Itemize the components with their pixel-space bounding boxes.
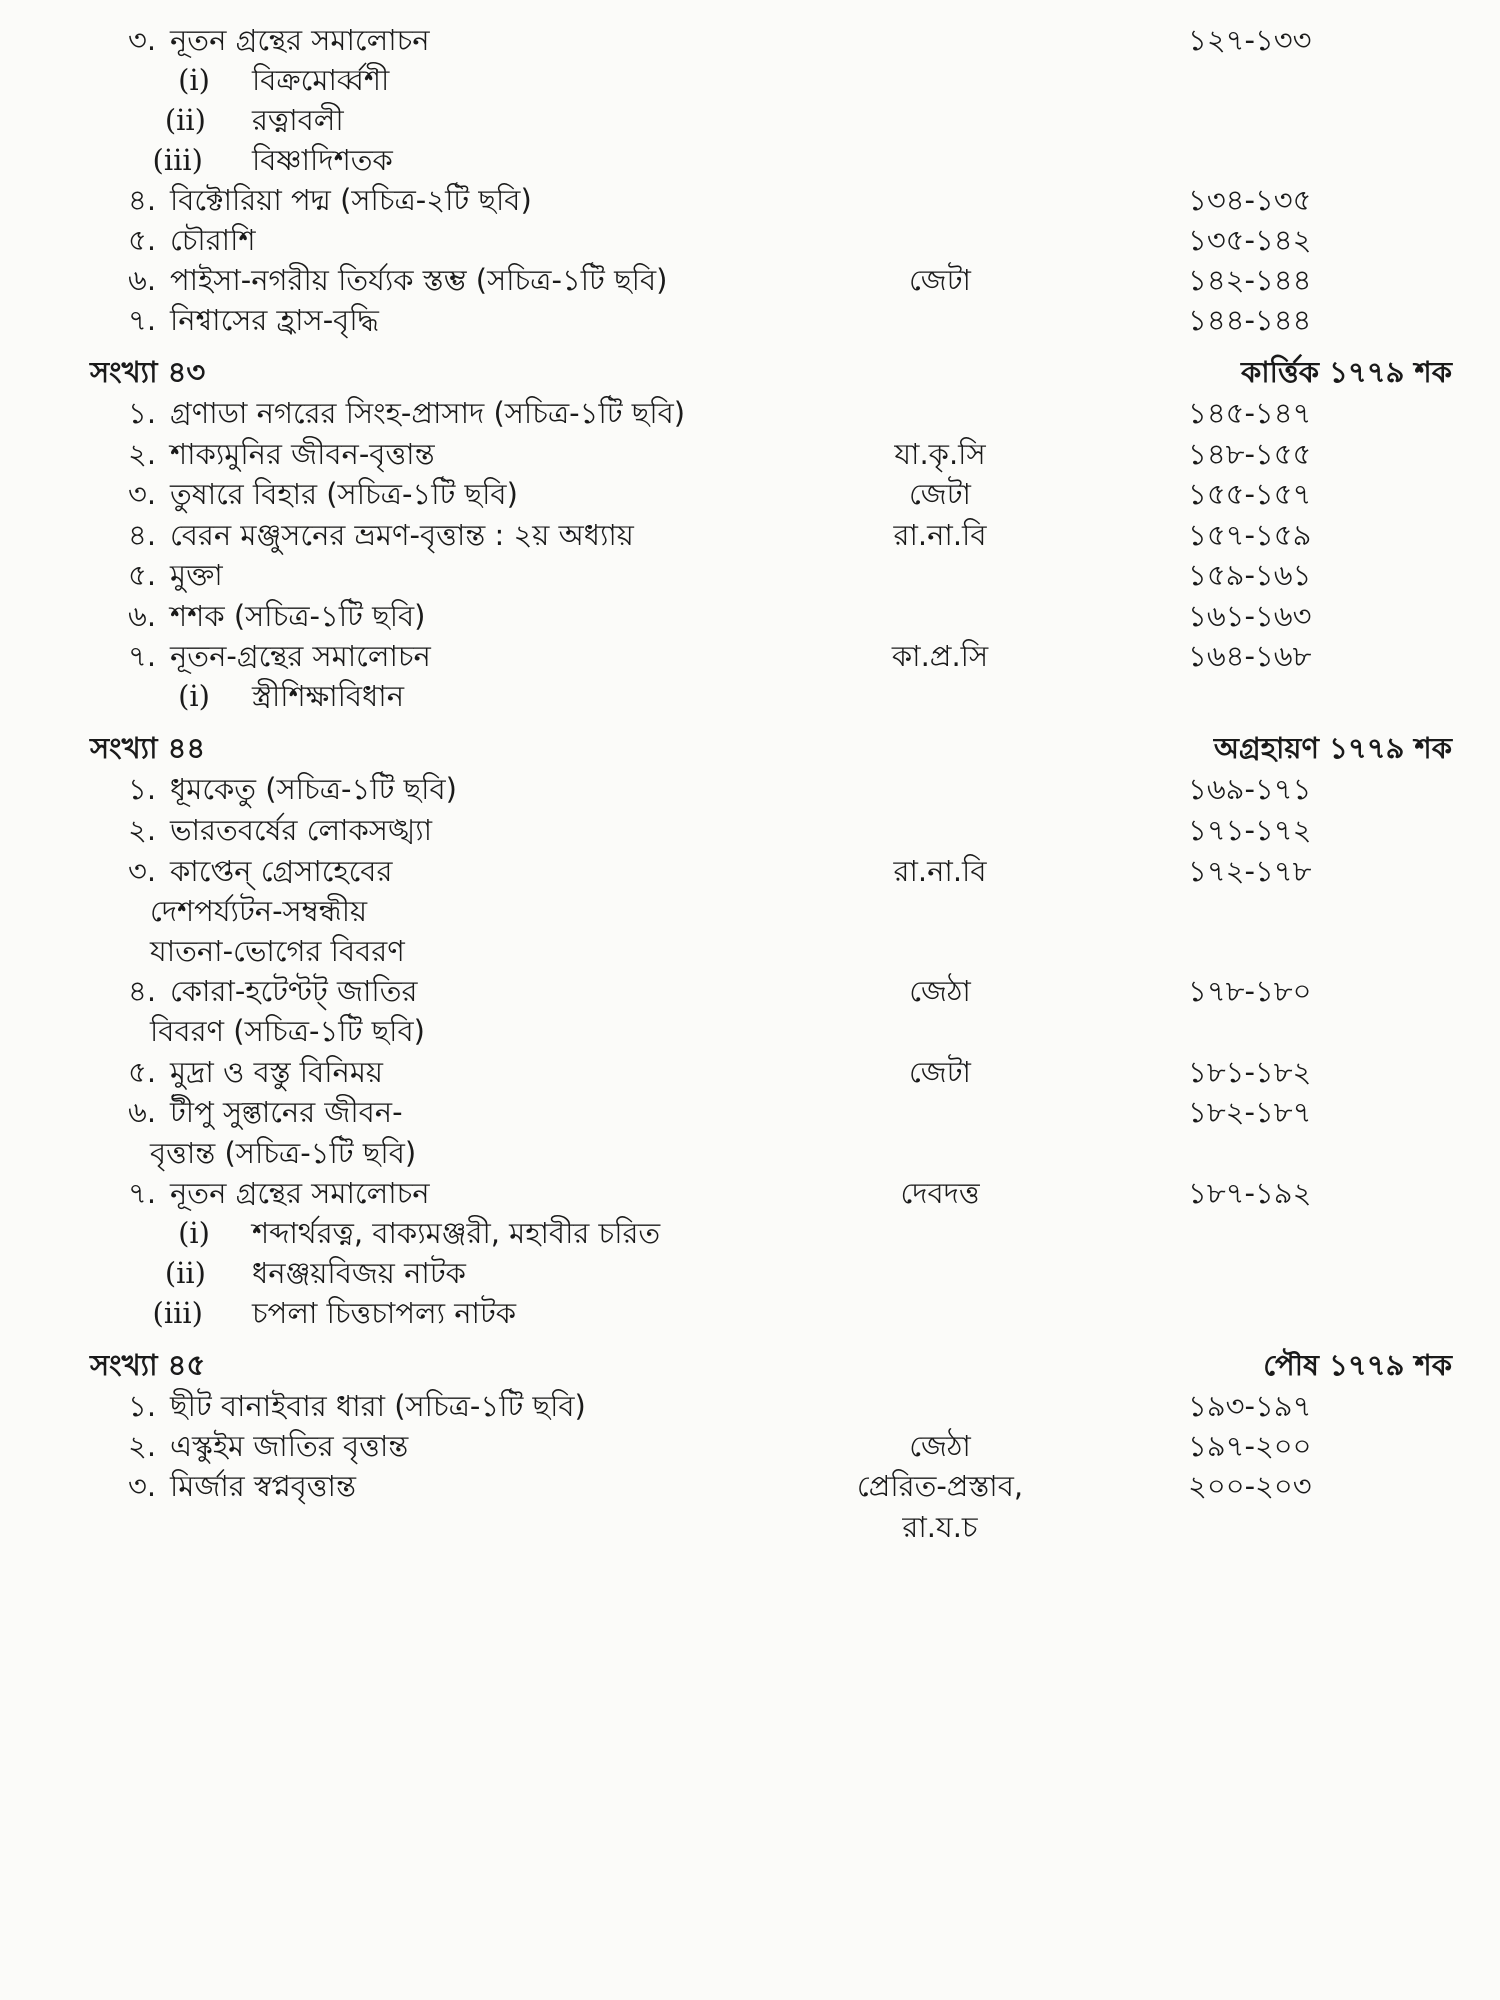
entry-pages: ১৪৫-১৪৭ <box>1188 396 1312 430</box>
issue-header <box>0 1343 1500 1387</box>
entry-title: বেরন মঞ্জুসনের ভ্রমণ-বৃত্তান্ত : ২য় অধ্যায় <box>170 518 634 552</box>
issue-number: সংখ্যা ৪৪ <box>90 731 206 765</box>
entry-number: ১. <box>128 396 157 430</box>
entry-number: ২. <box>128 1429 157 1463</box>
entry-number: ৩. <box>128 1469 157 1503</box>
toc-entry <box>0 432 1500 476</box>
entry-number: ৭. <box>128 303 157 337</box>
toc-entry <box>0 767 1500 811</box>
entry-title-continuation: যাতনা-ভোগের বিবরণ <box>150 934 405 968</box>
toc-entry <box>0 258 1500 302</box>
toc-entry <box>0 1171 1500 1215</box>
toc-entry <box>0 1050 1500 1094</box>
entry-title: ছীট বানাইবার ধারা (সচিত্র-১টি ছবি) <box>170 1389 586 1423</box>
issue-date: কার্ত্তিক ১৭৭৯ শক <box>1240 355 1452 389</box>
entry-pages: ১৭৮-১৮০ <box>1188 974 1312 1008</box>
entry-number: ৬. <box>128 1095 157 1129</box>
entry-pages: ১৮১-১৮২ <box>1188 1055 1312 1089</box>
subentry-title: বিষ্ণাদিশতক <box>252 143 393 177</box>
subentry-number: (i) <box>178 63 210 97</box>
toc-entry <box>0 472 1500 516</box>
entry-number: ২. <box>128 437 157 471</box>
entry-title: কোরা-হটেণ্টট্ জাতির <box>170 974 418 1008</box>
entry-title: ধূমকেতু (সচিত্র-১টি ছবি) <box>170 772 457 806</box>
toc-entry <box>0 218 1500 262</box>
entry-number: ১. <box>128 1389 157 1423</box>
toc-entry <box>0 969 1500 1013</box>
entry-pages: ১৮৭-১৯২ <box>1188 1176 1312 1210</box>
entry-title: ভারতবর্ষের লোকসঙ্খ্যা <box>170 813 433 847</box>
entry-title: শাক্যমুনির জীবন-বৃত্তান্ত <box>170 437 435 471</box>
toc-entry <box>0 1384 1500 1428</box>
entry-pages: ১৫৯-১৬১ <box>1188 558 1312 592</box>
entry-number: ৬. <box>128 263 157 297</box>
entry-author: জেটা <box>909 263 971 297</box>
entry-author: রা.না.বি <box>893 518 987 552</box>
entry-author: প্রেরিত-প্রস্তাব, <box>856 1469 1024 1503</box>
subentry-number: (iii) <box>152 1296 203 1330</box>
entry-title: গ্রণাডা নগরের সিংহ-প্রাসাদ (সচিত্র-১টি ছবি) <box>170 396 686 430</box>
entry-author: জেঠা <box>909 1429 971 1463</box>
issue-header <box>0 726 1500 770</box>
entry-pages: ১৪৮-১৫৫ <box>1188 437 1312 471</box>
entry-title: শশক (সচিত্র-১টি ছবি) <box>170 599 426 633</box>
entry-pages: ১৬৯-১৭১ <box>1188 772 1312 806</box>
toc-entry <box>0 634 1500 678</box>
entry-title: কাপ্তেন্ গ্রেসাহেবের <box>170 854 393 888</box>
entry-pages: ২০০-২০৩ <box>1188 1469 1312 1503</box>
subentry-number: (iii) <box>152 143 203 177</box>
entry-pages: ১৬৪-১৬৮ <box>1188 639 1312 673</box>
entry-number: ৬. <box>128 599 157 633</box>
subentry-title: বিক্রমোর্ব্বশী <box>252 63 390 97</box>
toc-entry-continuation <box>0 1131 1500 1175</box>
toc-entry <box>0 849 1500 893</box>
entry-title-continuation: বিবরণ (সচিত্র-১টি ছবি) <box>150 1014 425 1048</box>
toc-entry <box>0 298 1500 342</box>
entry-author: রা.না.বি <box>893 854 987 888</box>
toc-entry-continuation <box>0 1009 1500 1053</box>
subentry-number: (i) <box>178 679 210 713</box>
entry-number: ৩. <box>128 854 157 888</box>
entry-pages: ১২৭-১৩৩ <box>1188 23 1312 57</box>
toc-entry <box>0 18 1500 62</box>
toc-entry-continuation <box>0 929 1500 973</box>
toc-subentry <box>0 98 1500 142</box>
entry-title: বিক্টোরিয়া পদ্ম (সচিত্র-২টি ছবি) <box>170 183 532 217</box>
entry-title: নিশ্বাসের হ্রাস-বৃদ্ধি <box>170 303 379 337</box>
toc-entry <box>0 391 1500 435</box>
issue-date: অগ্রহায়ণ ১৭৭৯ শক <box>1213 731 1452 765</box>
subentry-title: চপলা চিত্তচাপল্য নাটক <box>252 1296 517 1330</box>
toc-entry <box>0 594 1500 638</box>
entry-author: যা.কৃ.সি <box>894 437 986 471</box>
entry-number: ৩. <box>128 477 157 511</box>
toc-entry-continuation <box>0 889 1500 933</box>
toc-subentry <box>0 674 1500 718</box>
entry-author: জেঠা <box>909 974 971 1008</box>
entry-title: চৌরাশি <box>170 223 256 257</box>
entry-number: ৪. <box>128 183 157 217</box>
entry-number: ২. <box>128 813 157 847</box>
entry-pages: ১৯৩-১৯৭ <box>1188 1389 1312 1423</box>
entry-pages: ১৭১-১৭২ <box>1188 813 1312 847</box>
entry-author: জেটা <box>909 477 971 511</box>
entry-pages: ১৭২-১৭৮ <box>1188 854 1312 888</box>
entry-title-continuation: দেশপর্য্যটন-সম্বন্ধীয় <box>150 894 368 928</box>
toc-entry <box>0 553 1500 597</box>
toc-entry <box>0 178 1500 222</box>
entry-number: ৫. <box>128 1055 157 1089</box>
entry-pages: ১৯৭-২০০ <box>1188 1429 1312 1463</box>
entry-author: জেটা <box>909 1055 971 1089</box>
toc-subentry <box>0 1251 1500 1295</box>
toc-entry <box>0 1424 1500 1468</box>
entry-pages: ১৫৫-১৫৭ <box>1188 477 1312 511</box>
toc-subentry <box>0 58 1500 102</box>
toc-entry <box>0 808 1500 852</box>
subentry-title: শব্দার্থরত্ন, বাক্যমঞ্জরী, মহাবীর চরিত <box>252 1216 661 1250</box>
entry-number: ৪. <box>128 518 157 552</box>
toc-author-continuation <box>0 1505 1500 1549</box>
toc-subentry <box>0 1291 1500 1335</box>
entry-author: দেবদত্ত <box>900 1176 980 1210</box>
issue-number: সংখ্যা ৪৫ <box>90 1348 206 1382</box>
entry-pages: ১৩৪-১৩৫ <box>1188 183 1312 217</box>
toc-entry <box>0 513 1500 557</box>
entry-title: তুষারে বিহার (সচিত্র-১টি ছবি) <box>170 477 518 511</box>
subentry-title: ধনঞ্জয়বিজয় নাটক <box>252 1256 466 1290</box>
entry-number: ৫. <box>128 558 157 592</box>
entry-pages: ১৪৪-১৪৪ <box>1188 303 1312 337</box>
entry-title: নূতন গ্রন্থের সমালোচন <box>170 1176 430 1210</box>
entry-title: মুদ্রা ও বস্তু বিনিময় <box>170 1055 384 1089</box>
issue-number: সংখ্যা ৪৩ <box>90 355 206 389</box>
issue-date: পৌষ ১৭৭৯ শক <box>1263 1348 1452 1382</box>
subentry-title: স্ত্রীশিক্ষাবিধান <box>252 679 405 713</box>
entry-title: এস্কুইম জাতির বৃত্তান্ত <box>170 1429 409 1463</box>
entry-number: ৪. <box>128 974 157 1008</box>
entry-pages: ১৪২-১৪৪ <box>1188 263 1312 297</box>
entry-pages: ১৬১-১৬৩ <box>1188 599 1312 633</box>
entry-title-continuation: বৃত্তান্ত (সচিত্র-১টি ছবি) <box>150 1136 417 1170</box>
toc-entry <box>0 1090 1500 1134</box>
entry-title: টীপু সুল্তানের জীবন- <box>170 1095 403 1129</box>
entry-title: নূতন গ্রন্থের সমালোচন <box>170 23 430 57</box>
subentry-number: (ii) <box>164 103 206 137</box>
entry-title: পাইসা-নগরীয় তির্য্যক স্তম্ভ (সচিত্র-১টি ছবি) <box>170 263 668 297</box>
entry-pages: ১৩৫-১৪২ <box>1188 223 1312 257</box>
entry-number: ৫. <box>128 223 157 257</box>
subentry-number: (ii) <box>164 1256 206 1290</box>
entry-number: ৭. <box>128 639 157 673</box>
subentry-number: (i) <box>178 1216 210 1250</box>
entry-author: কা.প্র.সি <box>891 639 989 673</box>
entry-pages: ১৫৭-১৫৯ <box>1188 518 1312 552</box>
entry-pages: ১৮২-১৮৭ <box>1188 1095 1312 1129</box>
toc-subentry <box>0 138 1500 182</box>
issue-header <box>0 350 1500 394</box>
entry-number: ১. <box>128 772 157 806</box>
entry-number: ৭. <box>128 1176 157 1210</box>
entry-title: নূতন-গ্রন্থের সমালোচন <box>170 639 431 673</box>
entry-title: মির্জার স্বপ্নবৃত্তান্ত <box>170 1469 356 1503</box>
toc-entry <box>0 1464 1500 1508</box>
entry-title: মুক্তা <box>170 558 223 592</box>
entry-number: ৩. <box>128 23 157 57</box>
toc-subentry <box>0 1211 1500 1255</box>
entry-author-continuation: রা.য.চ <box>902 1510 978 1544</box>
subentry-title: রত্নাবলী <box>252 103 344 137</box>
